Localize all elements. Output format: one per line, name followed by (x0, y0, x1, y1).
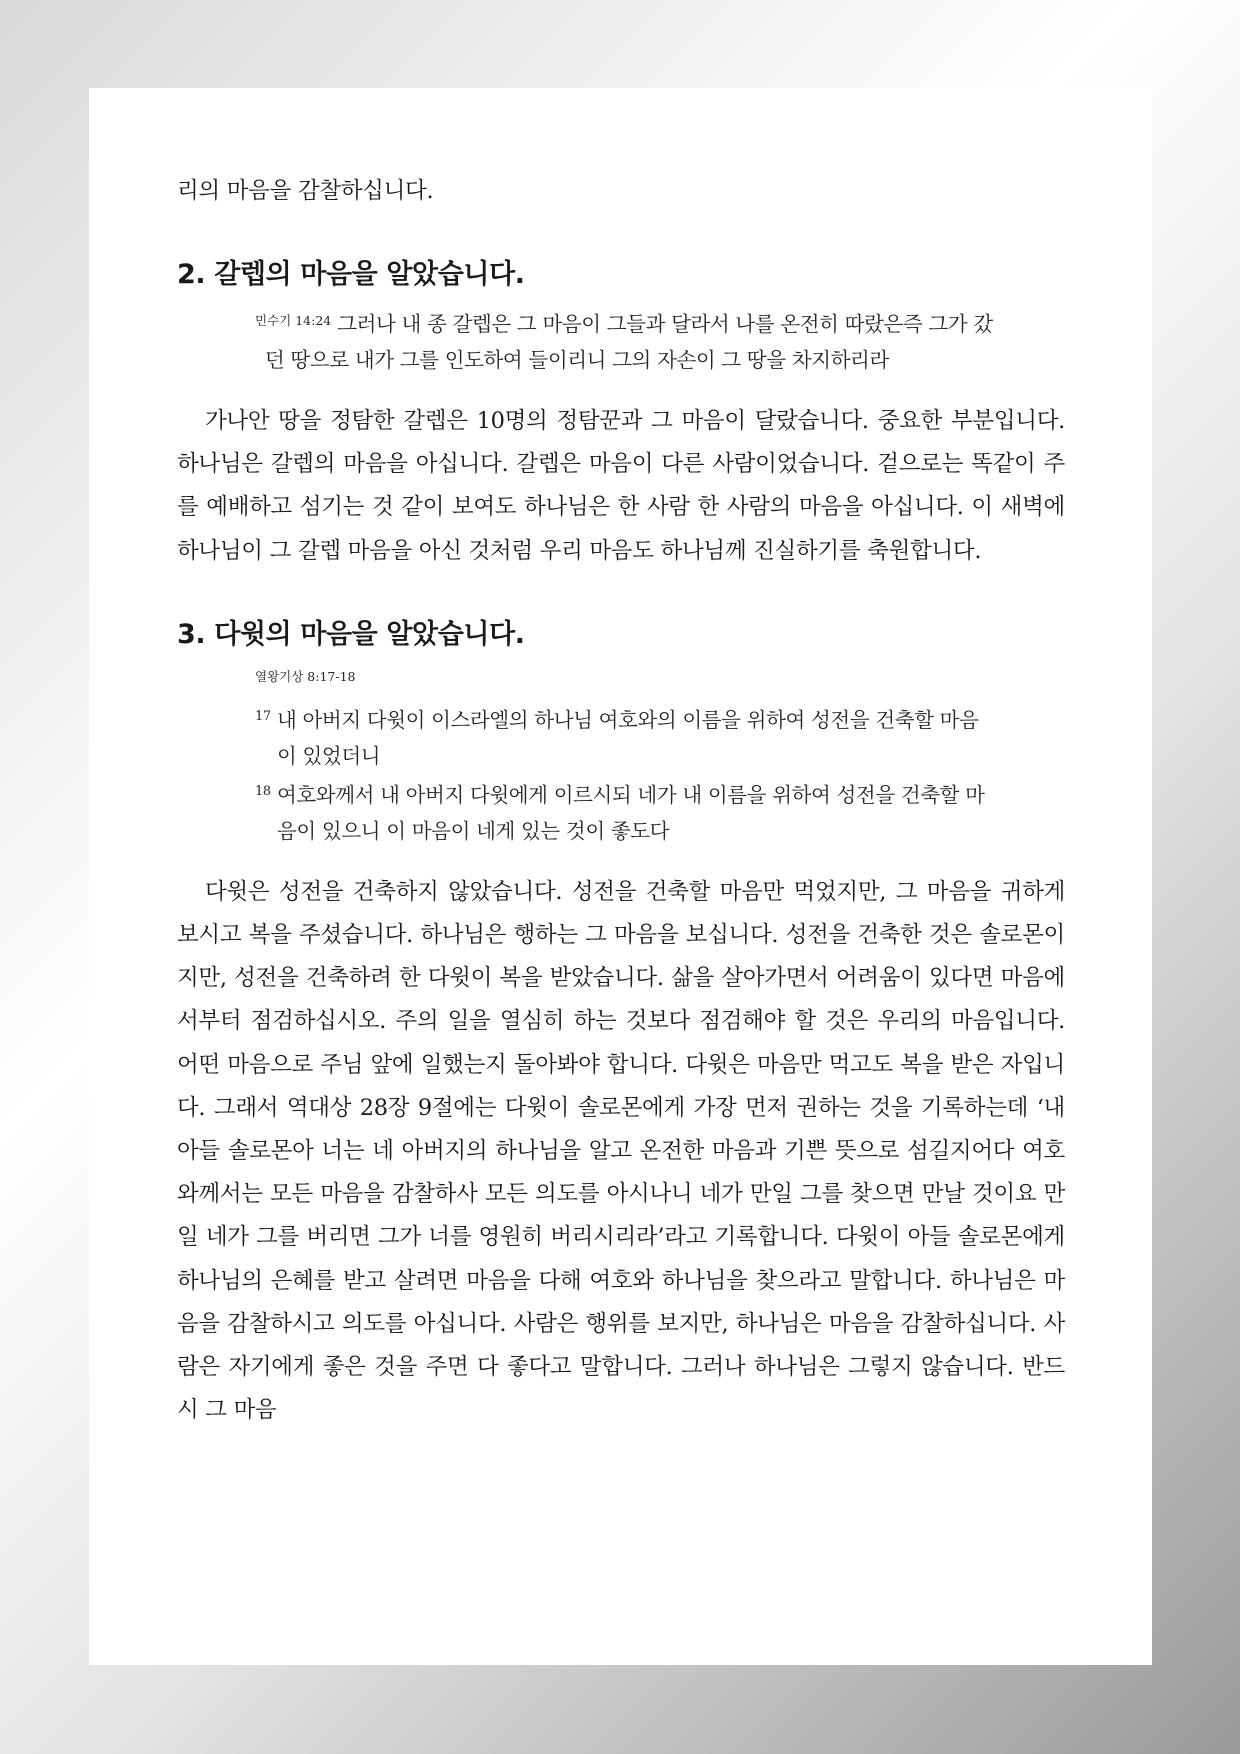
verse-17 (255, 699, 985, 774)
verse-number: 18 (255, 783, 271, 799)
section-2-heading: 2. 갈렙의 마음을 알았습니다. (177, 259, 525, 290)
document-page (89, 88, 1152, 1665)
spacer (177, 213, 1065, 257)
page-content (177, 170, 1065, 1432)
verse-text: 여호와께서 내 아버지 다윗에게 이르시되 네가 내 이름을 위하여 성전을 건축할 마음이 있으니 이 마음이 네게 있는 것이 좋도다 (277, 782, 985, 843)
spacer (177, 378, 1065, 400)
quote-reference: 민수기 14:24 (255, 313, 332, 328)
section-3-body: 다윗은 성전을 건축하지 않았습니다. 성전을 건축할 마음만 먹었지만, 그 마음을 귀하게 보시고 복을 주셨습니다. 하나님은 행하는 그 마음을 보십니다. 성전을 건축한 것은 솔로몬이지만, 성전을 건축하려 한 다윗이 복을 받았습니다. 삶을 살아가면서 어려움이 있다면 마음에서부터 점검하십시오. 주의 일을 열심히 하는 것보다 점검해야 할 것은 우리의 마음입니다. 어떤 마음으로 주님 앞에 일했는지 돌아봐야 합니다. 다윗은 마음만 먹고도 복을 받은 자입니다. 그래서 역대상 28장 9절에는 다윗이 솔로몬에게 가장 먼저 권하는 것을 기록하는데 ‘내 아들 솔로몬아 너는 네 아버지의 하나님을 알고 온전한 마음과 기쁜 뜻으로 섬길지어다 여호와께서는 모든 마음을 감찰하사 모든 의도를 아시나니 네가 만일 그를 찾으면 만날 것이요 만일 네가 그를 버리면 그가 너를 영원히 버리시리라’라고 기록합니다. 다윗이 아들 솔로몬에게 하나님의 은혜를 받고 살려면 마음을 다해 여호와 하나님을 찾으라고 말합니다. 하나님은 마음을 감찰하시고 의도를 아십니다. 사람은 행위를 보지만, 하나님은 마음을 감찰하십니다. 사람은 자기에게 좋은 것을 주면 다 좋다고 말합니다. 그러나 하나님은 그렇지 않습니다. 반드시 그 마음 (177, 878, 1065, 1424)
spacer (177, 653, 1065, 667)
quote-reference: 열왕기상 8:17-18 (255, 668, 356, 684)
spacer (177, 849, 1065, 871)
section-2-body: 가나안 땅을 정탐한 갈렙은 10명의 정탐꾼과 그 마음이 달랐습니다. 중요한 부분입니다. 하나님은 갈렙의 마음을 아십니다. 갈렙은 마음이 다른 사람이었습니다. 겉으로는 똑같이 주를 예배하고 섬기는 것 같이 보여도 하나님은 한 사람 한 사람의 마음을 아십니다. 이 새벽에 하나님이 그 갈렙 마음을 아신 것처럼 우리 마음도 하나님께 진실하기를 축원합니다. (177, 408, 1065, 564)
spacer (255, 687, 985, 699)
spacer (177, 293, 1065, 303)
section-3-heading: 3. 다윗의 마음을 알았습니다. (177, 618, 525, 650)
section-2-quote (255, 303, 995, 378)
verse-text: 내 아버지 다윗이 이스라엘의 하나님 여호와의 이름을 위하여 성전을 건축할 마음이 있었더니 (277, 707, 979, 768)
verse-number: 17 (255, 708, 271, 724)
verse-18 (255, 774, 985, 849)
quote-text: 그러나 내 종 갈렙은 그 마음이 그들과 달라서 나를 온전히 따랐은즉 그가 갔던 땅으로 내가 그를 인도하여 들이리니 그의 자손이 그 땅을 차지하리라 (265, 312, 993, 372)
carry-over-text: 리의 마음을 감찰하십니다. (177, 178, 434, 204)
spacer (177, 573, 1065, 617)
section-3-quote (255, 667, 985, 849)
